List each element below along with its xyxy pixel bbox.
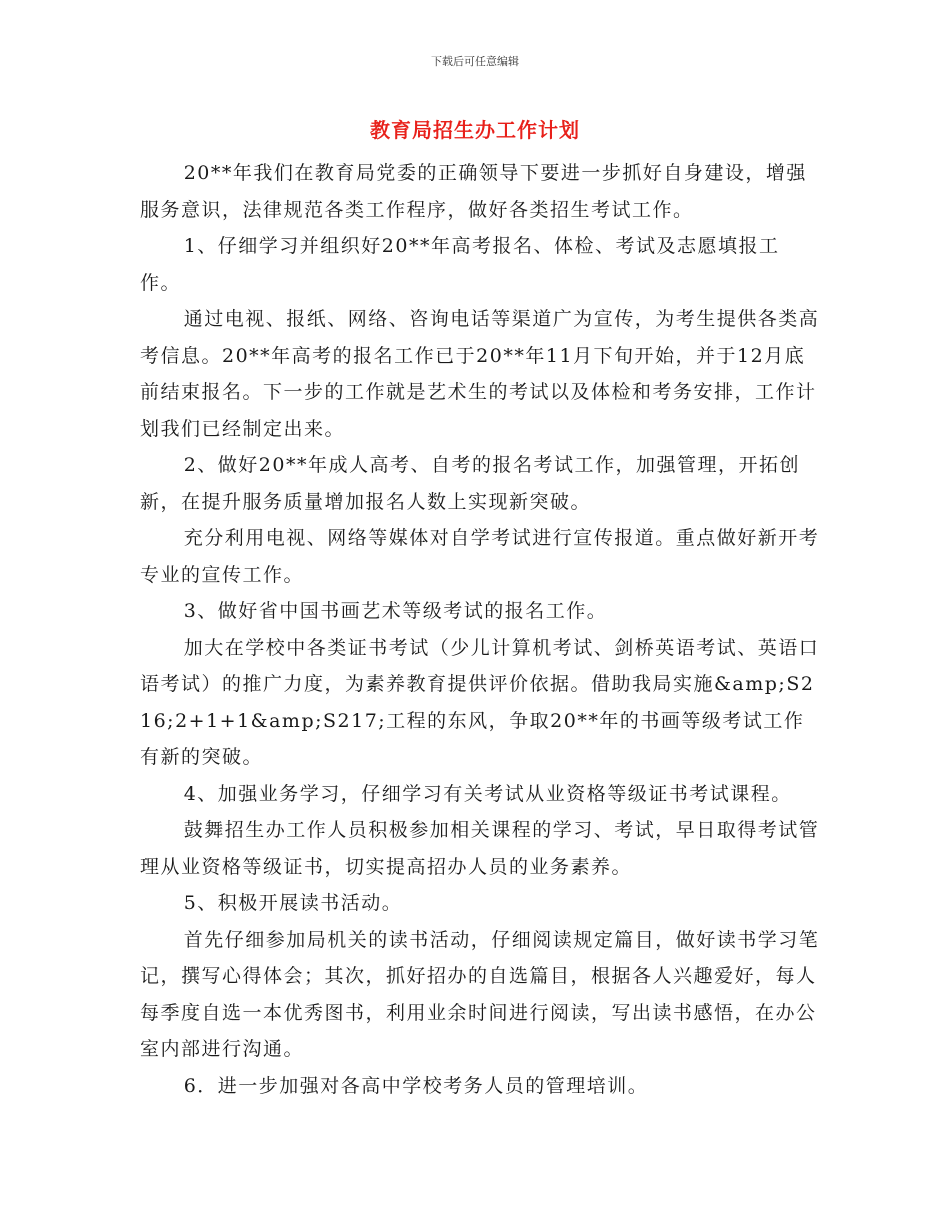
paragraph-item-4-detail: 鼓舞招生办工作人员积极参加相关课程的学习、考试，早日取得考试管理从业资格等级证书，切实提高招办人员的业务素养。 (140, 819, 820, 878)
paragraph-item-1: 1、仔细学习并组织好20**年高考报名、体检、考试及志愿填报工作。 (140, 235, 780, 294)
paragraph-item-4: 4、加强业务学习，仔细学习有关考试从业资格等级证书考试课程。 (183, 782, 792, 805)
paragraph-item-5-detail: 首先仔细参加局机关的读书活动，仔细阅读规定篇目，做好读书学习笔记，撰写心得体会；其次，抓好招办的自选篇目，根据各人兴趣爱好，每人每季度自选一本优秀图书，利用业余时间进行阅读，写出读书感悟，在办公室内部进行沟通。 (140, 928, 820, 1060)
paragraph-item-5: 5、积极开展读书活动。 (183, 892, 403, 914)
paragraph-item-3-detail: 加大在学校中各类证书考试（少儿计算机考试、剑桥英语考试、英语口语考试）的推广力度，为素养教育提供评价依据。借助我局实施&amp;S216;2+1+1&amp;S217;工程的东风，争取20**年的书画等级考试工作有新的突破。 (140, 636, 820, 768)
paragraph-item-1-detail: 通过电视、报纸、网络、咨询电话等渠道广为宣传，为考生提供各类高考信息。20**年高考的报名工作已于20**年11月下旬开始，并于12月底前结束报名。下一步的工作就是艺术生的考试以及体检和考务安排，工作计划我们已经制定出来。 (140, 308, 820, 440)
document-title: 教育局招生办工作计划 (370, 118, 580, 142)
paragraph-item-2-detail: 充分利用电视、网络等媒体对自学考试进行宣传报道。重点做好新开考专业的宣传工作。 (140, 527, 820, 586)
document-body (140, 155, 820, 1104)
paragraph-item-6: 6．进一步加强对各高中学校考务人员的管理培训。 (183, 1074, 649, 1097)
paragraph-item-3: 3、做好省中国书画艺术等级考试的报名工作。 (183, 600, 608, 622)
header-note: 下载后可任意编辑 (431, 55, 519, 68)
paragraph-intro: 20**年我们在教育局党委的正确领导下要进一步抓好自身建设，增强服务意识，法律规范各类工作程序，做好各类招生考试工作。 (140, 162, 807, 221)
paragraph-item-2: 2、做好20**年成人高考、自考的报名考试工作，加强管理，开拓创新，在提升服务质量增加报名人数上实现新突破。 (140, 454, 800, 513)
